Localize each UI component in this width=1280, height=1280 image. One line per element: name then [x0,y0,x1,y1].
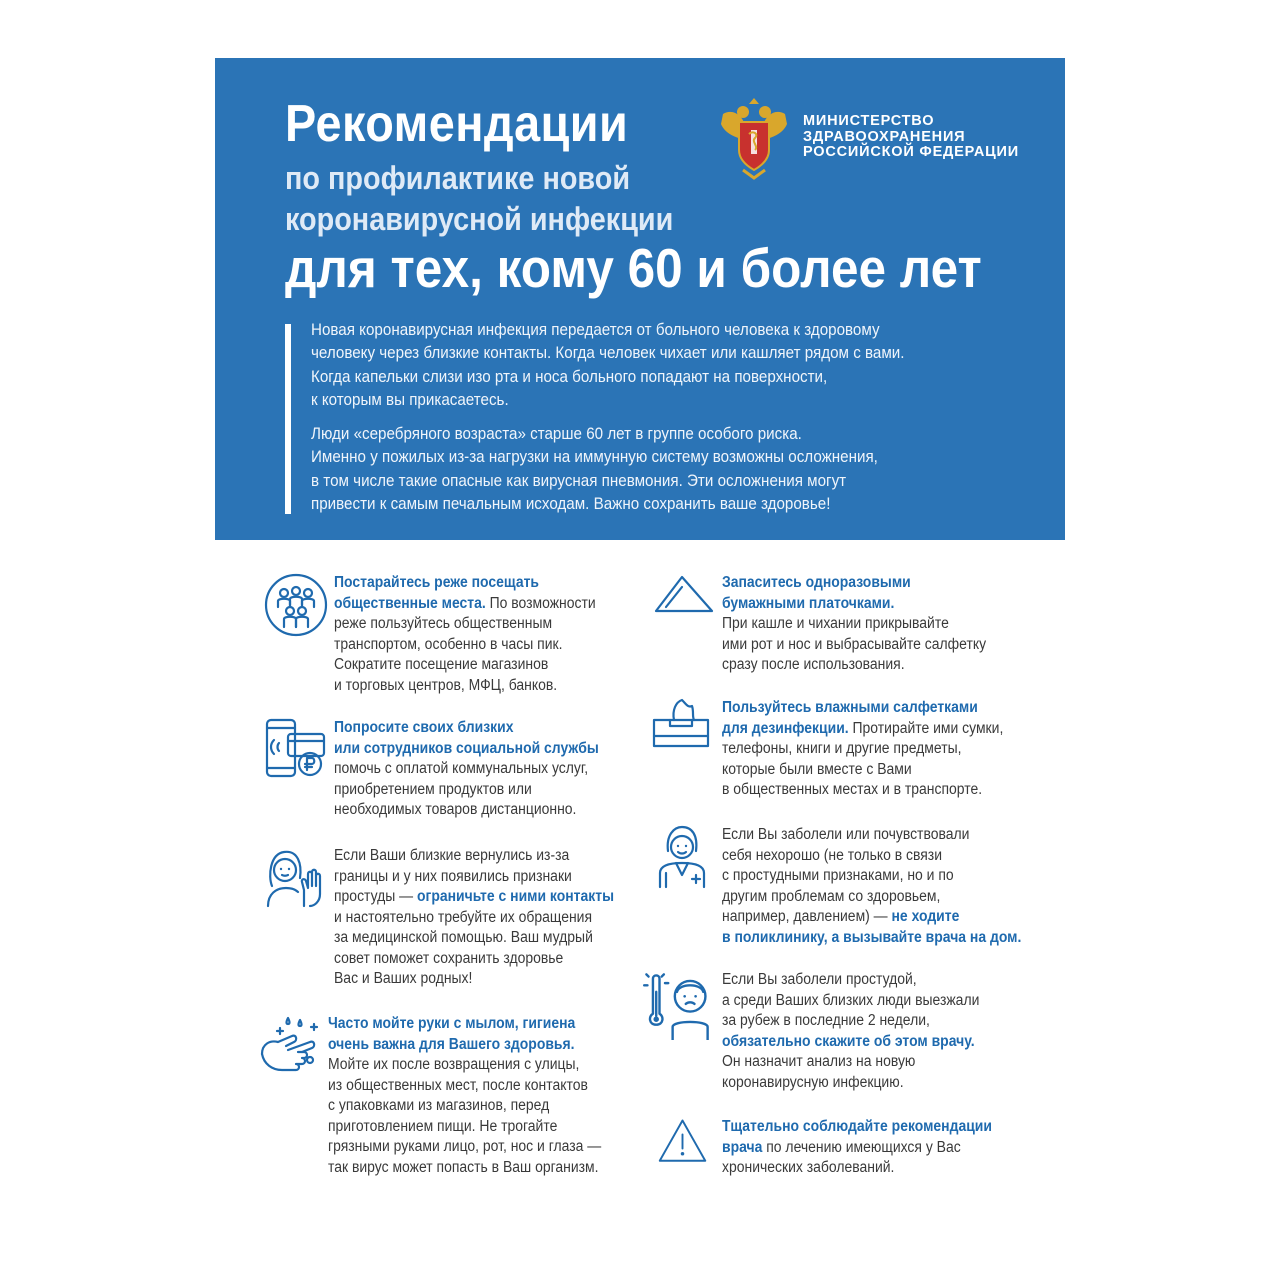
tip-line [722,719,1003,740]
tip-highlight: общественные места. [334,594,486,612]
tip-line-pre: простуды — [334,888,417,905]
tip-line: а среди Ваших близких люди выезжали [722,991,980,1009]
intro-line: к которым вы прикасаетесь. [311,390,509,409]
intro-paragraph-1 [311,319,992,412]
ministry-logo [715,94,1055,184]
tip-line: грязными руками лицо, рот, нос и глаза — [328,1138,602,1155]
tip-line: Запаситесь одноразовыми [722,574,911,591]
tip-line: в общественных местах и в транспорте. [722,781,983,798]
ministry-line: МИНИСТЕРСТВО [803,113,935,129]
intro-paragraph-2 [311,423,992,516]
tip-highlight: ограничьте с ними контакты [416,888,614,905]
intro-line: Новая коронавирусная инфекция передается от больного человека к здоровому [311,321,880,339]
tip-line: Попросите своих близких [334,719,514,736]
tip-line-pre: например, давлением) — [722,908,892,925]
tip-text [722,573,986,676]
tip-line: с упаковками из магазинов, перед [328,1097,550,1114]
tip-line: приготовлением пищи. Не трогайте [328,1117,558,1135]
ministry-line: ЗДРАВООХРАНЕНИЯ [803,128,966,145]
title-sub [285,158,673,240]
tip-highlight: врача [722,1138,763,1156]
tip-text [328,1014,601,1178]
tip-line: помочь с оплатой коммунальных услуг, [334,760,589,777]
tip-text [722,825,1021,948]
tip-text [334,573,596,696]
tip-text [722,1117,992,1179]
tip-line: коронавирусную инфекцию. [722,1073,904,1091]
tip-line: Он назначит анализ на новую [722,1053,916,1070]
tip-line: Вас и Ваших родных! [334,970,473,987]
tip-line: Пользуйтесь влажными салфетками [722,699,978,716]
doctor-icon [652,825,716,889]
tip-highlight: не ходите [891,908,960,925]
tip-line: которые были вместе с Вами [722,760,912,778]
title-sub-line: коронавирусной инфекции [285,201,674,237]
tip-line: Постарайтесь реже посещать [334,574,540,591]
intro-line: Когда капельки слизи изо рта и носа больного попадают на поверхности, [311,367,828,386]
tip-text [334,846,614,990]
tip-line: приобретением продуктов или [334,780,532,798]
tip-line: реже пользуйтесь общественным [334,615,553,632]
tip-text [334,718,599,821]
tip-line: При кашле и чихании прикрывайте [722,615,949,632]
tip-line [722,1138,992,1159]
tip-line: или сотрудников социальной службы [334,739,599,757]
title-audience: для тех, кому 60 и более лет [285,237,982,299]
header-banner [215,58,1065,540]
tip-line: сразу после использования. [722,656,905,673]
tip-line: бумажными платочками. [722,594,895,612]
tip-line: Если Вы заболели или почувствовали [722,826,970,843]
hand-washing-icon [258,1014,322,1078]
title-sub-line: по профилактике новой [285,160,631,196]
tip-line: в поликлинику, а вызывайте врача на дом. [722,928,1022,946]
tip-line: себя нехорошо (не только в связи [722,846,942,864]
tip-line: границы и у них появились признаки [334,867,572,885]
tip-line-rest: по лечению имеющихся у Вас [762,1138,961,1156]
tip-line: Сократите посещение магазинов [334,656,549,673]
thermometer-sick-icon [642,970,712,1040]
tip-line: Мойте их после возвращения с улицы, [328,1056,580,1073]
tip-line: Часто мойте руки с мылом, гигиена [328,1015,576,1032]
tissue-icon [652,573,716,637]
tip-line [334,594,596,615]
title-main: Рекомендации [285,95,629,153]
tip-text [722,698,1003,801]
tip-line: так вирус может попасть в Ваш организм. [328,1158,599,1176]
tip-line [722,907,1021,928]
tip-line: Если Ваши близкие вернулись из-за [334,847,570,864]
tip-line: из общественных мест, после контактов [328,1076,588,1094]
tip-line: за рубеж в последние 2 недели, [722,1012,930,1029]
tip-line: телефоны, книги и другие предметы, [722,740,962,757]
ministry-name [803,114,1019,161]
intro-line: Именно у пожилых из-за нагрузки на иммунную систему возможны осложнения, [311,448,878,467]
tip-line: транспортом, особенно в часы пик. [334,635,563,653]
emblem-icon [715,94,793,180]
tip-line: очень важна для Вашего здоровья. [328,1035,575,1053]
tip-line: Если Вы заболели простудой, [722,971,917,988]
intro-line: Люди «серебряного возраста» старше 60 лет в группе особого риска. [311,425,802,444]
intro-line: в том числе такие опасные как вирусная пневмония. Эти осложнения могут [311,471,847,490]
intro-accent-bar [285,324,291,514]
intro-line: привести к самым печальным исходам. Важно сохранить ваше здоровье! [311,495,831,514]
tip-highlight: для дезинфекции. [722,719,849,737]
intro-text [311,319,1051,527]
tip-line: Тщательно соблюдайте рекомендации [722,1118,992,1135]
tip-line: необходимых товаров дистанционно. [334,801,577,818]
crowd-icon [264,573,328,637]
tip-line: ими рот и нос и выбрасывайте салфетку [722,635,987,653]
intro-line: человеку через близкие контакты. Когда человек чихает или кашляет рядом с вами. [311,344,905,363]
stop-hand-icon [264,846,328,910]
tip-line: и настоятельно требуйте их обращения [334,908,593,926]
tip-line: обязательно скажите об этом врачу. [722,1032,975,1050]
tip-line [334,887,614,908]
tip-line: за медицинской помощью. Ваш мудрый [334,929,593,946]
tip-line: и торговых центров, МФЦ, банков. [334,676,558,694]
tip-line: хронических заболеваний. [722,1159,895,1176]
ministry-line: РОССИЙСКОЙ ФЕДЕРАЦИИ [803,144,1019,160]
remote-payment-icon [264,718,328,782]
wipes-box-icon [652,698,716,762]
tip-line: совет поможет сохранить здоровье [334,949,564,967]
tip-line-rest: По возможности [485,594,596,612]
tip-text [722,970,979,1093]
tip-line-rest: Протирайте ими сумки, [848,719,1004,737]
tip-line: с простудными признаками, но и по [722,867,954,884]
tip-line: другим проблемам со здоровьем, [722,887,941,905]
warning-icon [658,1117,714,1173]
